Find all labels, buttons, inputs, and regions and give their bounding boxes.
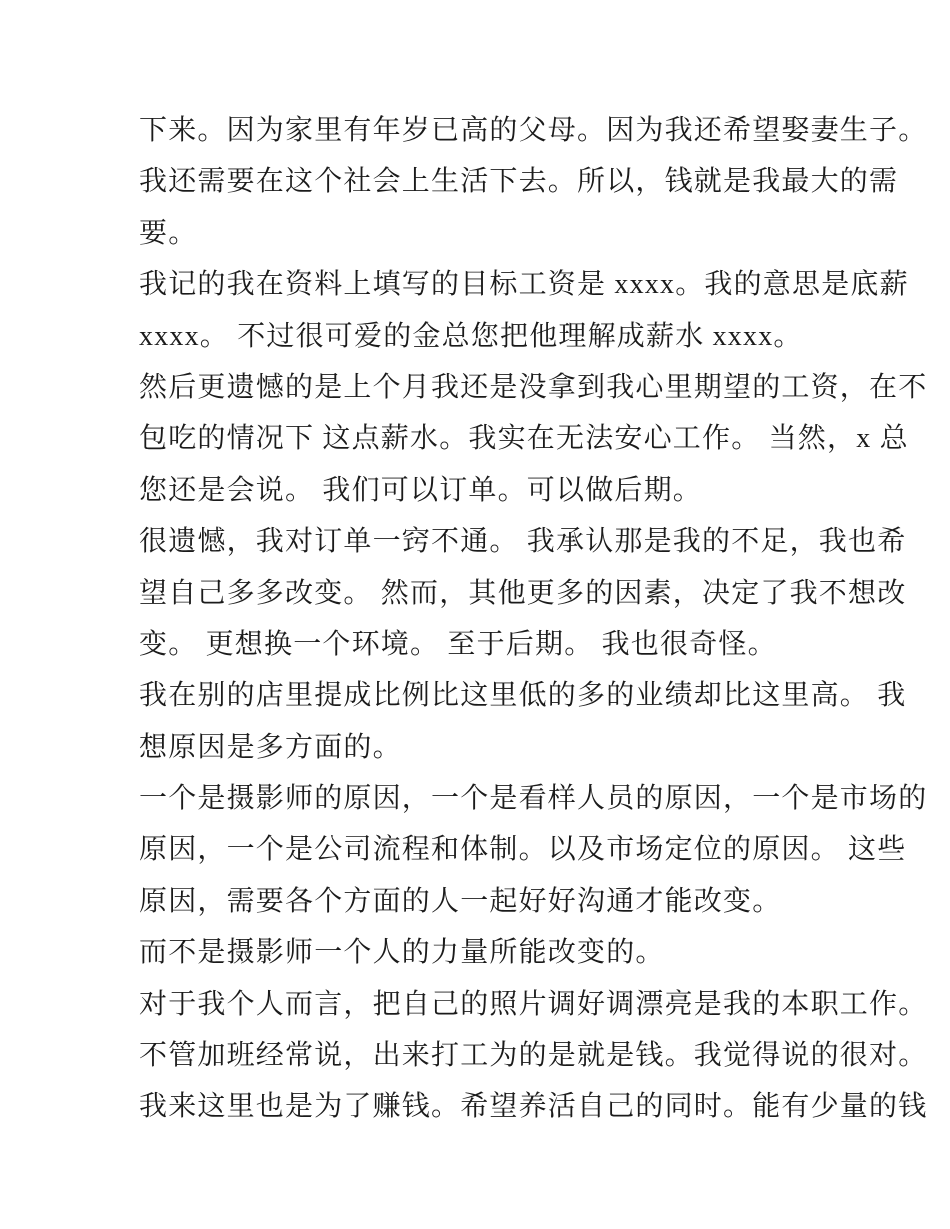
text-line: 我还需要在这个社会上生活下去。所以，钱就是我最大的需 — [139, 166, 899, 198]
text-line: 不管加班经常说，出来打工为的是就是钱。我觉得说的很对。 — [139, 1040, 928, 1072]
text-line: 然后更遗憾的是上个月我还是没拿到我心里期望的工资，在不 — [139, 371, 928, 403]
text-line: 下来。因为家里有年岁已高的父母。因为我还希望娶妻生子。 — [139, 115, 928, 146]
text-line: 一个是摄影师的原因，一个是看样人员的原因，一个是市场的 — [139, 783, 928, 815]
text-line: 对于我个人而言，把自己的照片调好调漂亮是我的本职工作。 — [139, 988, 928, 1020]
text-line: 您还是会说。 我们可以订单。可以做后期。 — [139, 474, 703, 506]
text-line: 我来这里也是为了赚钱。希望养活自己的同时。能有少量的钱 — [139, 1091, 928, 1123]
text-line: 想原因是多方面的。 — [139, 731, 402, 763]
text-line: 我记的我在资料上填写的目标工资是 xxxx。我的意思是底薪 — [139, 269, 909, 301]
text-line: 我在别的店里提成比例比这里低的多的业绩却比这里高。 我 — [139, 680, 907, 712]
text-line: 要。 — [139, 217, 198, 249]
text-line: 很遗憾，我对订单一窍不通。 我承认那是我的不足，我也希 — [139, 526, 907, 558]
text-line: 而不是摄影师一个人的力量所能改变的。 — [139, 937, 665, 969]
document-text-block — [139, 105, 928, 1133]
text-line: 原因，一个是公司流程和体制。以及市场定位的原因。 这些 — [139, 834, 907, 866]
text-line: 原因，需要各个方面的人一起好好沟通才能改变。 — [139, 885, 782, 917]
text-line: 望自己多多改变。 然而，其他更多的因素，决定了我不想改 — [139, 577, 907, 609]
text-line: xxxx。 不过很可爱的金总您把他理解成薪水 xxxx。 — [139, 320, 803, 352]
text-line: 包吃的情况下 这点薪水。我实在无法安心工作。 当然，x 总 — [139, 423, 909, 455]
text-line: 变。 更想换一个环境。 至于后期。 我也很奇怪。 — [139, 628, 777, 660]
